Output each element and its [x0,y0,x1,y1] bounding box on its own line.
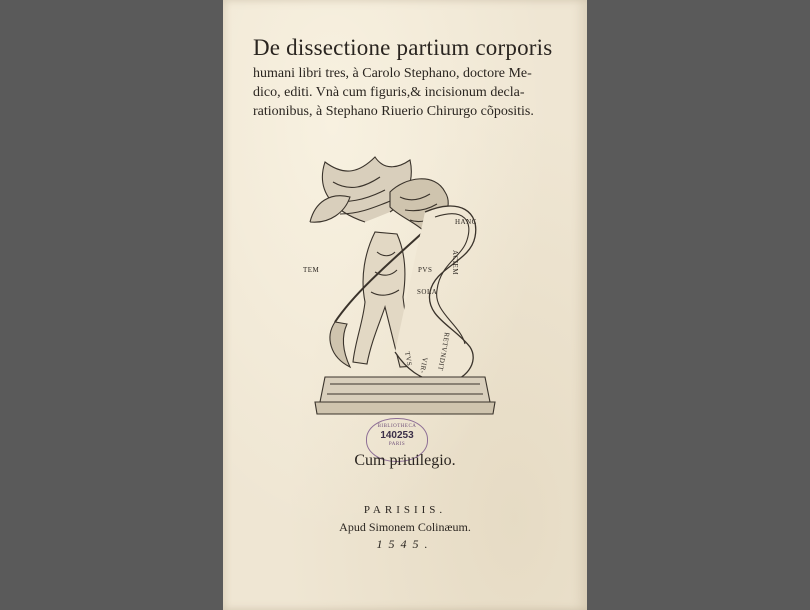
stamp-top-text: BIBLIOTHECA [377,424,417,429]
imprint-city: PARISIIS. [363,504,447,516]
motto-ribbon-1: HANC [455,218,477,226]
title-line-3: dico, editi. Vnà cum figuris,& incisionum decla- [253,85,525,100]
title-subtext [253,64,563,121]
motto-left: TEM [303,266,320,274]
motto-ribbon-6: VIR- [418,356,429,375]
book-page [223,0,587,610]
title-block [253,34,563,121]
stamp-bottom-text: PARIS [388,442,406,447]
father-time-woodcut [305,152,505,422]
imprint-year: 1545. [376,537,434,551]
motto-ribbon-2: ACIEM [451,250,459,276]
motto-ribbon-7: TVS. [403,350,414,370]
title-line-1: De dissectione partium corporis [253,35,553,60]
stamp-number: 140253 [380,430,414,441]
title-line-4: rationibus, à Stephano Riuerio Chirurgo cõpositis. [253,104,534,119]
privilege-line: Cum priuilegio. [354,452,456,469]
title-line-2: humani libri tres, à Carolo Stephano, doctore Me- [253,66,532,81]
motto-ribbon-4: SOLA [417,288,438,296]
imprint-publisher: Apud Simonem Colinæum. [339,520,471,534]
motto-ribbon-3: PVS [418,266,433,274]
motto-ribbon-5: RETVNDIT [436,331,451,372]
